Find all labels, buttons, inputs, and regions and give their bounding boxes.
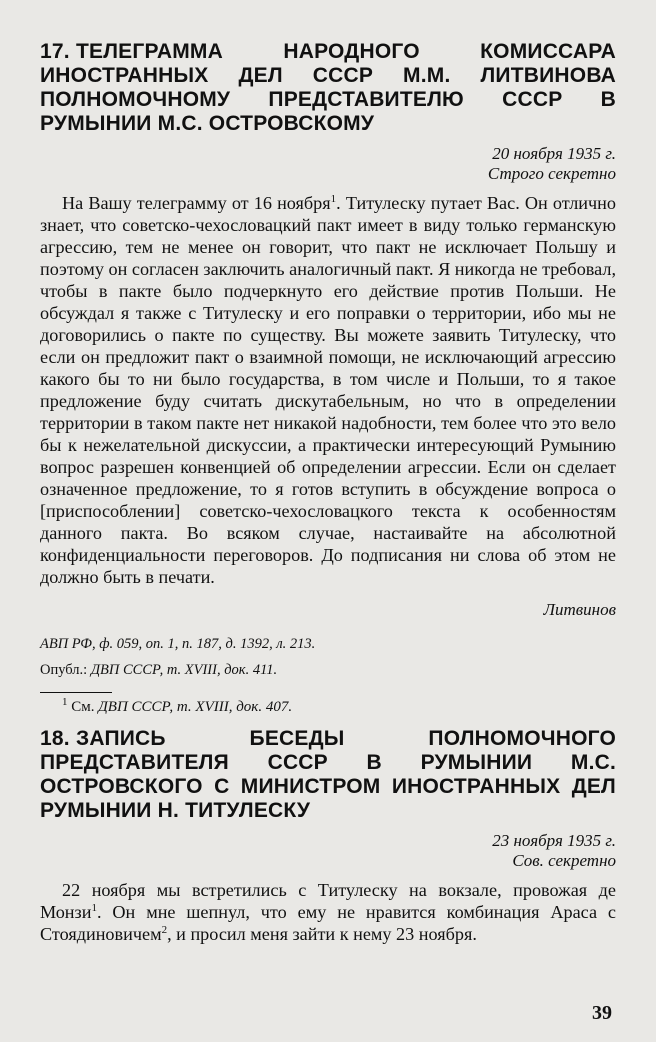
footnote-divider xyxy=(40,692,112,693)
page xyxy=(40,40,616,945)
published-value: ДВП СССР, т. XVIII, док. 411. xyxy=(90,662,278,678)
published-label: Опубл.: xyxy=(40,662,88,678)
doc18-body-part2: . Он мне шепнул, что ему не нравится комбинация Араса с Стоядиновичем xyxy=(40,902,616,944)
doc18-date: 23 ноября 1935 г. xyxy=(492,831,616,850)
doc17-body-rest: . Титулеску путает Вас. Он отлично знает, что советско-чехословацкий пакт имеет в виду только германскую агрессию, тем не менее он говорит, что пакт не исключает Польшу и поэтому он согласен заключить аналогичный пакт. Я никогда не требовал, чтобы в пакте было подчеркнуто его действие против Польши. Не обсуждал я также с Титулеску и его поправки о территории, ибо мы не договорились о пакте по существу. Вы можете заявить Титулеску, что если он предложит пакт о взаимной помощи, не исключающий агрессию какого бы то ни было государства, в том числе и Польши, то я такое предложение буду считать дискутабельным, но что в определении территории в таком пакте нет никакой надобности, тем более что это вело бы к нежелательной дискуссии, а практически интересующий Румынию вопрос разрешен конвенцией об определении агрессии. Если он сделает означенное предложение, то я готов вступить в обсуждение вопроса о [приспособлении] советско-чехословацкого текста к особенностям данного пакта. Во всяком случае, настаивайте на абсолютной конфиденциальности переговоров. До подписания ни слова об этом не должно быть в печати. xyxy=(40,193,617,587)
doc18-footnote-mark-2: 2 xyxy=(161,923,168,936)
doc17-published xyxy=(40,660,616,680)
doc18-body xyxy=(40,879,616,945)
doc17-title xyxy=(40,40,616,136)
doc18-meta xyxy=(40,831,616,871)
doc18-number: 18. xyxy=(40,727,70,750)
doc18-footnote-mark-1: 1 xyxy=(91,901,97,914)
footnote-number: 1 xyxy=(62,696,68,708)
doc17-footnote-mark: 1 xyxy=(330,192,337,205)
doc18-classification: Сов. секретно xyxy=(512,851,616,870)
doc17-archive-source: АВП РФ, ф. 059, оп. 1, п. 187, д. 1392, л. 213. xyxy=(40,636,316,652)
doc18-body-part1: 22 ноября мы встретились с Титулеску на вокзале, провожая де Монзи xyxy=(40,880,616,922)
document-17 xyxy=(40,40,616,717)
doc18-title xyxy=(40,727,616,823)
footnote-label: См. xyxy=(71,699,95,715)
doc17-classification: Строго секретно xyxy=(487,164,616,183)
doc18-body-part3: , и просил меня зайти к нему 23 ноября. xyxy=(167,924,477,944)
doc18-title-text: ЗАПИСЬ БЕСЕДЫ ПОЛНОМОЧНОГО ПРЕДСТАВИТЕЛЯ СССР В РУМЫНИИ М.С. ОСТРОВСКОГО С МИНИСТРОМ ИНОСТРАННЫХ ДЕЛ РУМЫНИИ Н. ТИТУЛЕСКУ xyxy=(40,727,616,822)
doc17-meta xyxy=(40,144,616,184)
document-18 xyxy=(40,727,616,945)
footnote-1 xyxy=(40,697,616,717)
doc17-body xyxy=(40,192,616,588)
footnote-value: ДВП СССР, т. XVIII, док. 407. xyxy=(98,699,293,715)
doc17-number: 17. xyxy=(40,40,70,63)
page-number: 39 xyxy=(592,1002,612,1024)
doc17-body-start: На Вашу телеграмму от 16 ноября xyxy=(62,193,331,213)
doc17-date: 20 ноября 1935 г. xyxy=(492,144,616,163)
doc17-signature: Литвинов xyxy=(543,600,616,619)
doc17-title-text: ТЕЛЕГРАММА НАРОДНОГО КОМИССАРА ИНОСТРАННЫХ ДЕЛ СССР М.М. ЛИТВИНОВА ПОЛНОМОЧНОМУ ПРЕДСТАВИТЕЛЮ СССР В РУМЫНИИ М.С. ОСТРОВСКОМУ xyxy=(40,40,616,135)
